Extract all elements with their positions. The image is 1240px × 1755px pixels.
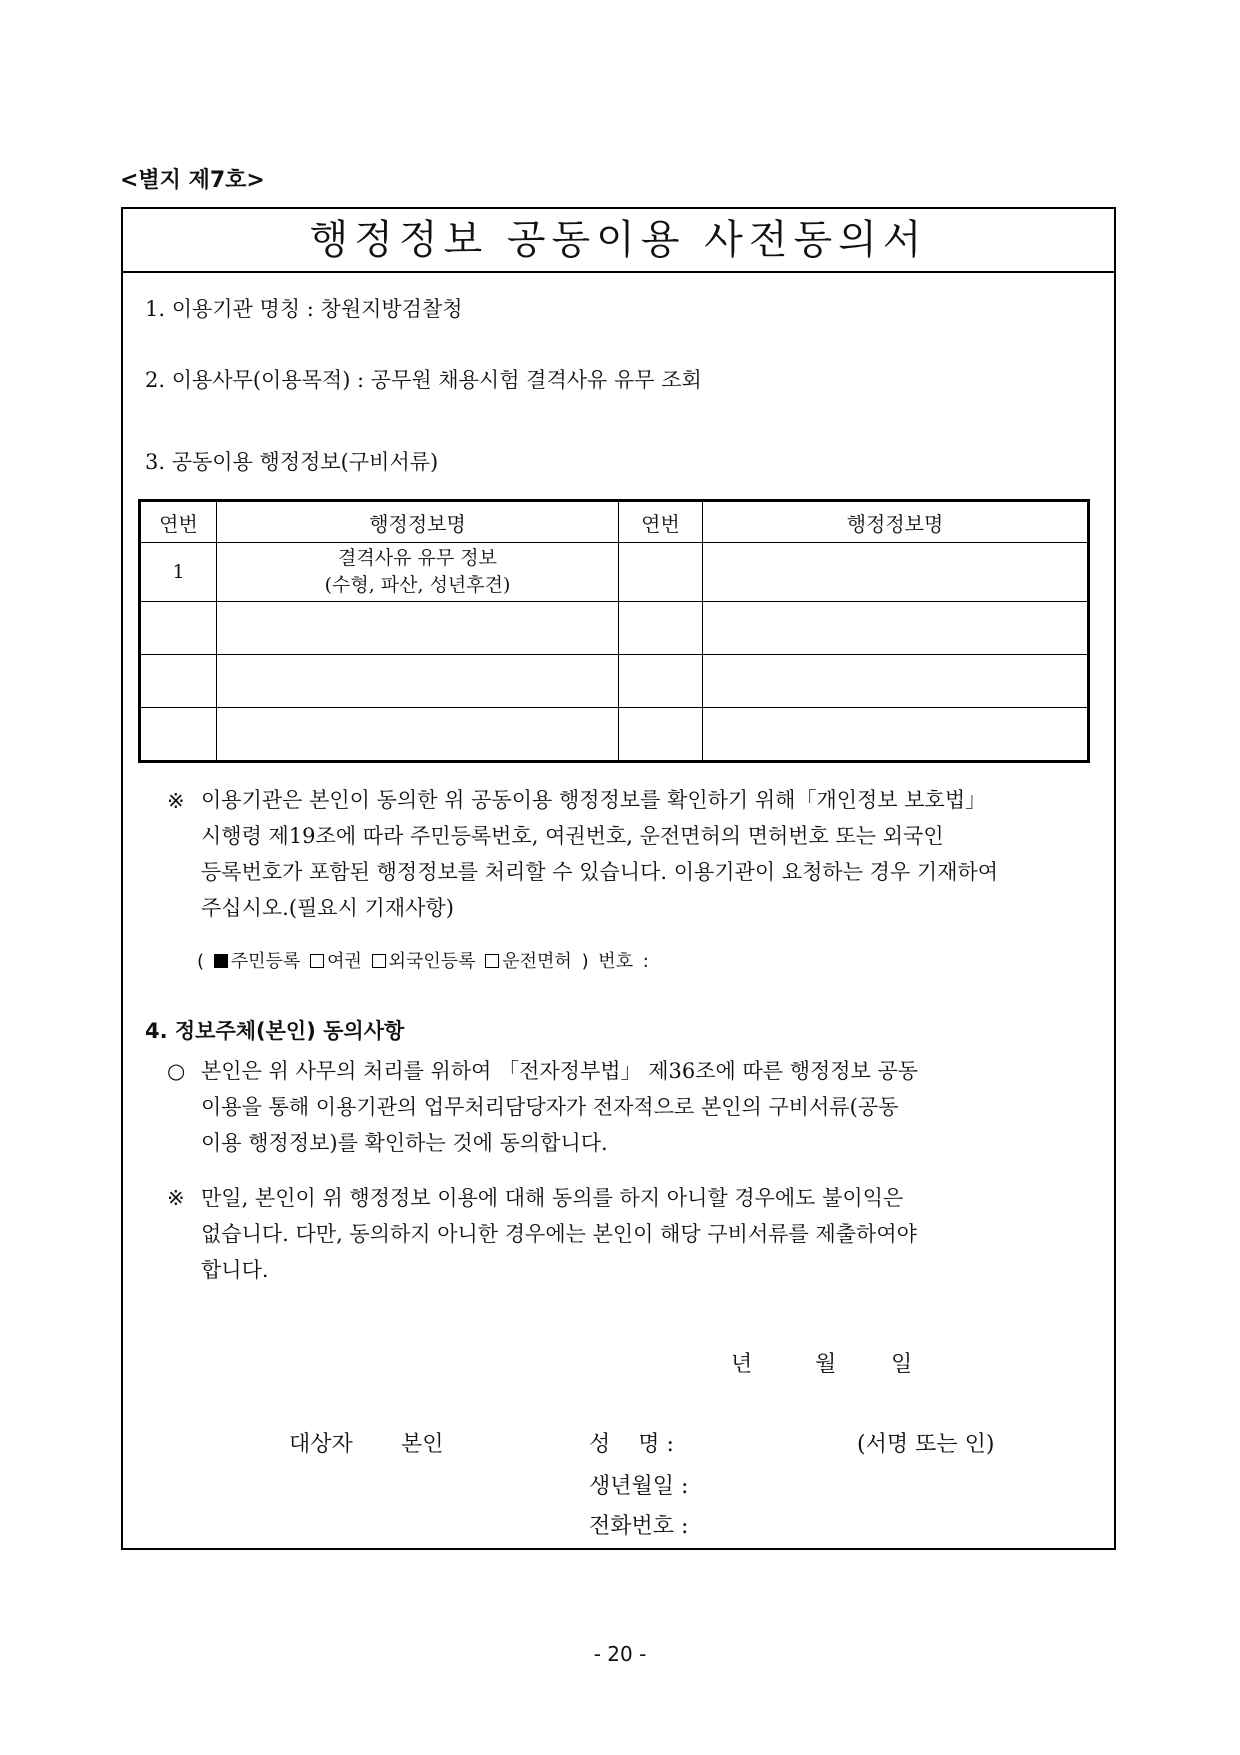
id-option-foreigner[interactable] xyxy=(372,951,476,972)
attachment-label: <별지 제7호> xyxy=(120,168,265,193)
cell-no xyxy=(619,708,703,762)
docs-heading: 3. 공동이용 행정정보(구비서류) xyxy=(145,450,439,474)
table-row xyxy=(140,543,1089,602)
id-option-resident[interactable] xyxy=(214,951,301,972)
id-type-open-paren: ( xyxy=(197,951,205,972)
name-label: 성 명 : xyxy=(589,1432,674,1457)
consent-line: 이용을 통해 이용기관의 업무처리담당자가 전자적으로 본인의 구비서류(공동 xyxy=(201,1095,899,1119)
sign-hint: (서명 또는 인) xyxy=(857,1432,995,1457)
id-number-label: ) 번호 : xyxy=(581,951,649,972)
cell-info-name xyxy=(217,708,619,762)
id-option-label: 여권 xyxy=(327,951,362,972)
note-privacy-line: 주십시오.(필요시 기재사항) xyxy=(201,896,454,920)
cell-info-name xyxy=(703,543,1089,602)
checkbox-icon[interactable] xyxy=(310,954,324,968)
consent-line: 이용 행정정보)를 확인하는 것에 동의합니다. xyxy=(201,1131,608,1155)
note-refusal-line: 만일, 본인이 위 행정정보 이용에 대해 동의를 하지 아니할 경우에도 불이익은 xyxy=(201,1186,904,1210)
cell-info-name-line2: (수형, 파산, 성년후견) xyxy=(324,574,511,596)
cell-info-name xyxy=(217,655,619,708)
table-row xyxy=(140,655,1089,708)
cell-info-name xyxy=(703,708,1089,762)
id-option-label: 외국인등록 xyxy=(388,951,476,972)
checkbox-checked-icon[interactable] xyxy=(214,954,228,968)
phone-label: 전화번호 : xyxy=(589,1514,689,1539)
date-year: 년 xyxy=(731,1352,753,1377)
id-option-label: 운전면허 xyxy=(502,951,572,972)
note-refusal xyxy=(201,1180,917,1288)
note-refusal-line: 합니다. xyxy=(201,1258,269,1282)
consent-marker: ○ xyxy=(167,1059,186,1083)
cell-no: 1 xyxy=(140,543,217,602)
cell-info-name xyxy=(217,543,619,602)
table-row xyxy=(140,602,1089,655)
header-no-1: 연번 xyxy=(140,501,217,543)
date-month: 월 xyxy=(815,1352,837,1377)
table-row xyxy=(140,708,1089,762)
note-marker: ※ xyxy=(167,789,185,813)
consent-heading: 4. 정보주체(본인) 동의사항 xyxy=(145,1019,405,1043)
consent-statement xyxy=(201,1053,918,1161)
self-label: 본인 xyxy=(401,1432,444,1457)
note-privacy-line: 등록번호가 포함된 행정정보를 처리할 수 있습니다. 이용기관이 요청하는 경우 기재하여 xyxy=(201,860,999,884)
cell-no xyxy=(140,602,217,655)
consent-form xyxy=(121,207,1116,1550)
cell-no xyxy=(619,602,703,655)
header-name-1: 행정정보명 xyxy=(217,501,619,543)
id-option-license[interactable] xyxy=(485,951,572,972)
cell-no xyxy=(140,708,217,762)
id-type-line xyxy=(197,947,649,973)
note-marker: ※ xyxy=(167,1186,185,1210)
page-number: - 20 - xyxy=(593,1642,647,1666)
cell-info-name xyxy=(703,602,1089,655)
birth-label: 생년월일 : xyxy=(589,1474,689,1499)
id-option-label: 주민등록 xyxy=(230,951,301,972)
cell-no xyxy=(619,543,703,602)
checkbox-icon[interactable] xyxy=(372,954,386,968)
agency-name: 1. 이용기관 명칭 : 창원지방검찰청 xyxy=(145,297,463,321)
cell-no xyxy=(619,655,703,708)
note-refusal-line: 없습니다. 다만, 동의하지 아니한 경우에는 본인이 해당 구비서류를 제출하여야 xyxy=(201,1222,917,1246)
form-title: 행정정보 공동이용 사전동의서 xyxy=(123,209,1114,273)
usage-purpose: 2. 이용사무(이용목적) : 공무원 채용시험 결격사유 유무 조회 xyxy=(145,368,702,392)
subject-label: 대상자 xyxy=(289,1432,353,1457)
cell-info-name xyxy=(703,655,1089,708)
note-privacy-line: 이용기관은 본인이 동의한 위 공동이용 행정정보를 확인하기 위해「개인정보 보호법」 xyxy=(201,788,987,812)
header-no-2: 연번 xyxy=(619,501,703,543)
consent-line: 본인은 위 사무의 처리를 위하여 「전자정부법」 제36조에 따른 행정정보 공동 xyxy=(201,1059,919,1083)
note-privacy-line: 시행령 제19조에 따라 주민등록번호, 여권번호, 운전면허의 면허번호 또는 외국인 xyxy=(201,824,944,848)
cell-no xyxy=(140,655,217,708)
id-option-passport[interactable] xyxy=(310,951,362,972)
date-day: 일 xyxy=(891,1352,913,1377)
header-name-2: 행정정보명 xyxy=(703,501,1089,543)
note-privacy xyxy=(201,782,998,926)
cell-info-name-line1: 결격사유 유무 정보 xyxy=(338,547,497,569)
cell-info-name xyxy=(217,602,619,655)
checkbox-icon[interactable] xyxy=(485,954,499,968)
admin-info-table xyxy=(138,499,1090,763)
